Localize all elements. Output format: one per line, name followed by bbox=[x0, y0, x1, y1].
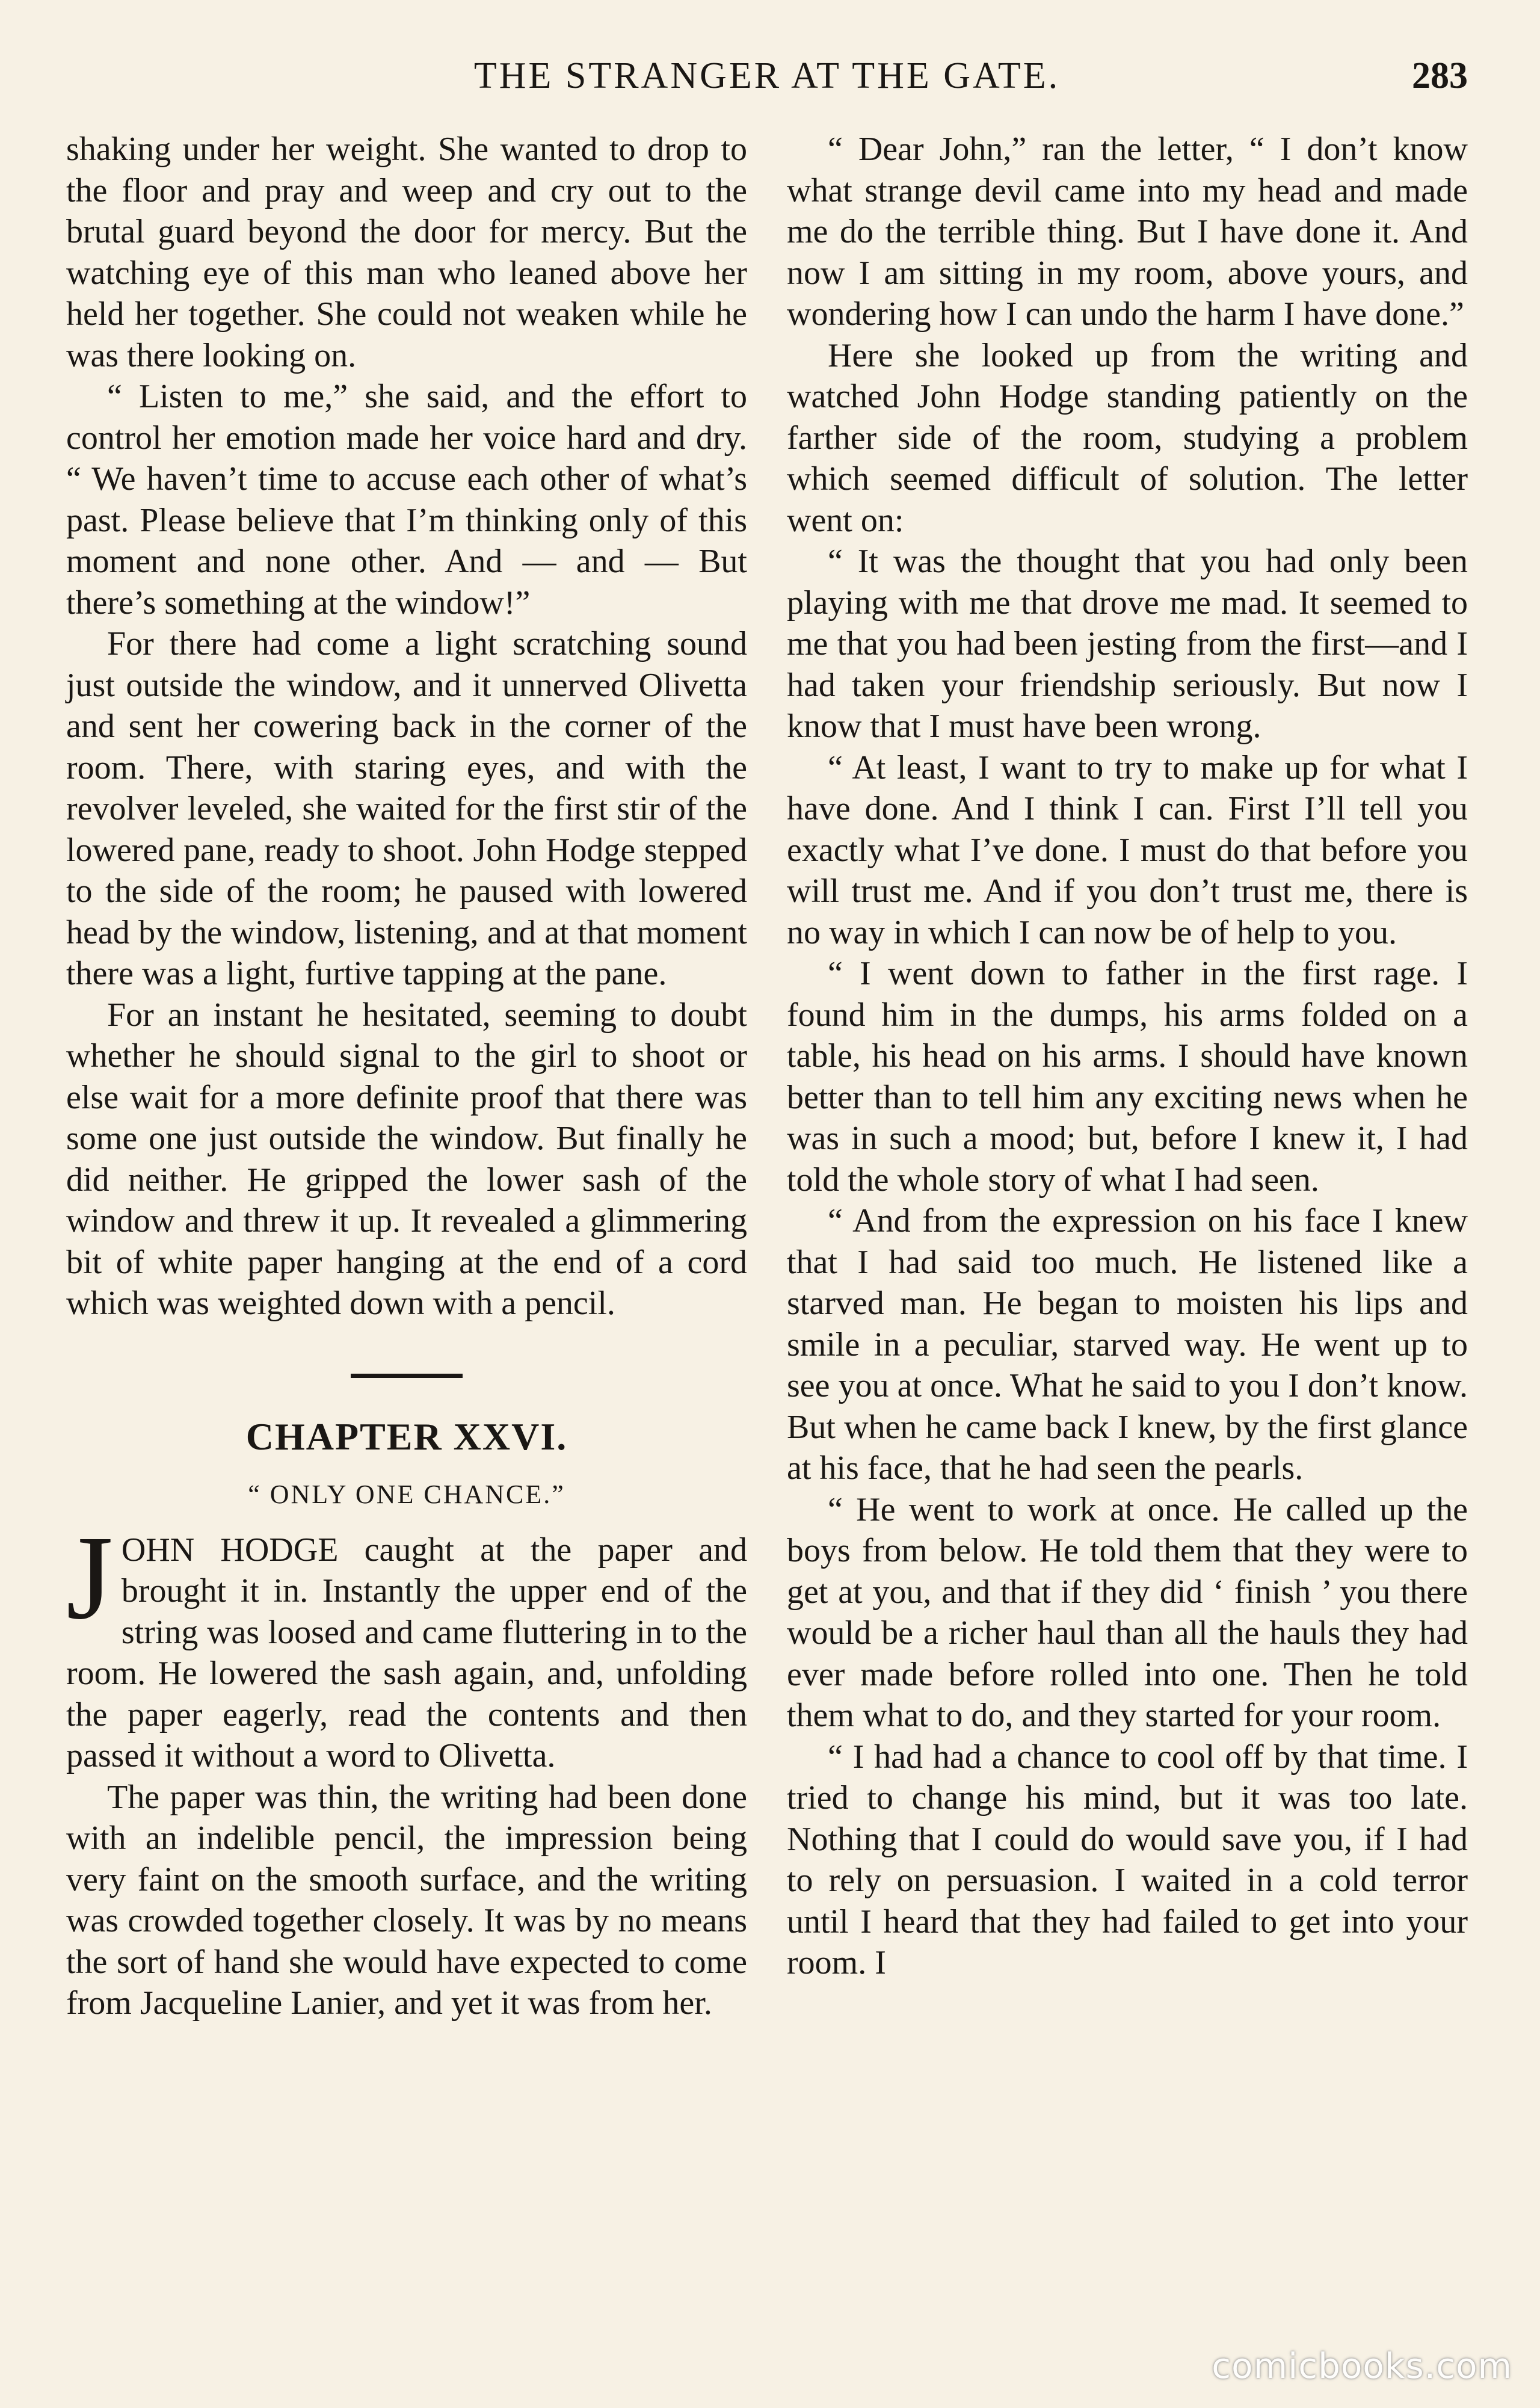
paragraph: shaking under her weight. She wanted to drop to the floor and pray and weep and cry out to the brutal guard beyond the door for mercy. But the watching eye of this man who leaned above her held her together. She could not weaken while he was there looking on. bbox=[66, 131, 747, 374]
chapter-opening-paragraph bbox=[66, 1511, 747, 1777]
paragraph: “ Dear John,” ran the letter, “ I don’t know what strange devil came into my head and made me do the terrible thing. But I have done it. And now I am sitting in my room, above yours, and wondering how I can undo the harm I have done.” bbox=[787, 131, 1468, 333]
chapter-divider-rule bbox=[351, 1374, 463, 1378]
paragraph: “ At least, I want to try to make up for what I have done. And I think I can. First I’ll tell you exactly what I’ve done. I must do that before you will trust me. And if you don’t trust me, there is no way in which I can now be of help to you. bbox=[787, 749, 1468, 951]
right-column bbox=[787, 129, 1468, 1984]
running-title: THE STRANGER AT THE GATE. bbox=[473, 55, 1061, 96]
paragraph: Here she looked up from the writing and watched John Hodge standing patiently on the farther side of the room, studying a problem which seemed difficult of solution. The letter went on: bbox=[787, 336, 1468, 539]
paragraph: “ And from the expression on his face I knew that I had said too much. He listened like a starved man. He began to moisten his lips and smile in a peculiar, starved way. He went up to see you at once. What he said to you I don’t know. But when he came back I knew, by the first glance at his face, that he had seen the pearls. bbox=[787, 1202, 1468, 1487]
paragraph: “ He went to work at once. He called up the boys from below. He told them that they were to get at you, and that if they did ‘ finish ’ you there would be a richer haul than all the hauls they had ever made before rolled into one. Then he told them what to do, and they started for your room. bbox=[787, 1490, 1468, 1734]
paragraph: For an instant he hesitated, seeming to doubt whether he should signal to the girl to shoot or else wait for a more definite proof that there was some one just outside the window. But finally he did neither. He gripped the lower sash of the window and threw it up. It revealed a glimmering bit of white paper hanging at the end of a cord which was weighted down with a pencil. bbox=[66, 996, 747, 1322]
paragraph: “ I had had a chance to cool off by that time. I tried to change his mind, but it was too late. Nothing that I could do would save you, if I had to rely on persuasion. I waited in a cold terror until I heard that they had failed to get into your room. I bbox=[787, 1738, 1468, 1981]
paragraph: For there had come a light scratching sound just outside the window, and it unnerved Olivetta and sent her cowering back in the corner of the room. There, with staring eyes, and with the revolver leveled, she waited for the first stir of the lowered pane, ready to shoot. John Hodge stepped to the side of the room; he paused with lowered head by the window, listening, and at that moment there was a light, furtive tapping at the pane. bbox=[66, 625, 747, 992]
chapter-subtitle: “ ONLY ONE CHANCE.” bbox=[248, 1479, 565, 1509]
paragraph: “ I went down to father in the first rage. I found him in the dumps, his arms folded on a table, his head on his arms. I should have known better than to tell him any exciting news when he was in such a mood; but, before I knew it, I had told the whole story of what I had seen. bbox=[787, 955, 1468, 1199]
drop-cap: J bbox=[66, 1511, 113, 1644]
chapter-body bbox=[66, 1511, 747, 2024]
chapter-title: CHAPTER XXVI. bbox=[245, 1415, 568, 1458]
page-header bbox=[66, 52, 1468, 100]
paragraph: “ Listen to me,” she said, and the effort to control her emotion made her voice hard and dry. “ We haven’t time to accuse each other of what’s past. Please believe that I’m thinking only of this moment and none other. And — and — But there’s something at the window!” bbox=[66, 378, 747, 622]
page-number: 283 bbox=[1412, 55, 1468, 96]
left-column bbox=[66, 129, 747, 2024]
paragraph: The paper was thin, the writing had been done with an indelible pencil, the impression being very faint on the smooth surface, and the writing was crowded together closely. It was by no means the sort of hand she would have expected to come from Jacqueline Lanier, and yet it was from her. bbox=[66, 1778, 747, 2022]
site-watermark: comicbooks.com bbox=[1212, 2345, 1512, 2386]
paragraph: “ It was the thought that you had only been playing with me that drove me mad. It seemed to me that you had been jesting from the first—and I had taken your friendship seriously. But now I know that I must have been wrong. bbox=[787, 543, 1468, 745]
chapter-opening-text: OHN HODGE caught at the paper and brought it in. Instantly the upper end of the string was loosed and came fluttering in to the room. He lowered the sash again, and, unfolding the paper eagerly, read the contents and then passed it without a word to Olivetta. bbox=[66, 1531, 747, 1774]
